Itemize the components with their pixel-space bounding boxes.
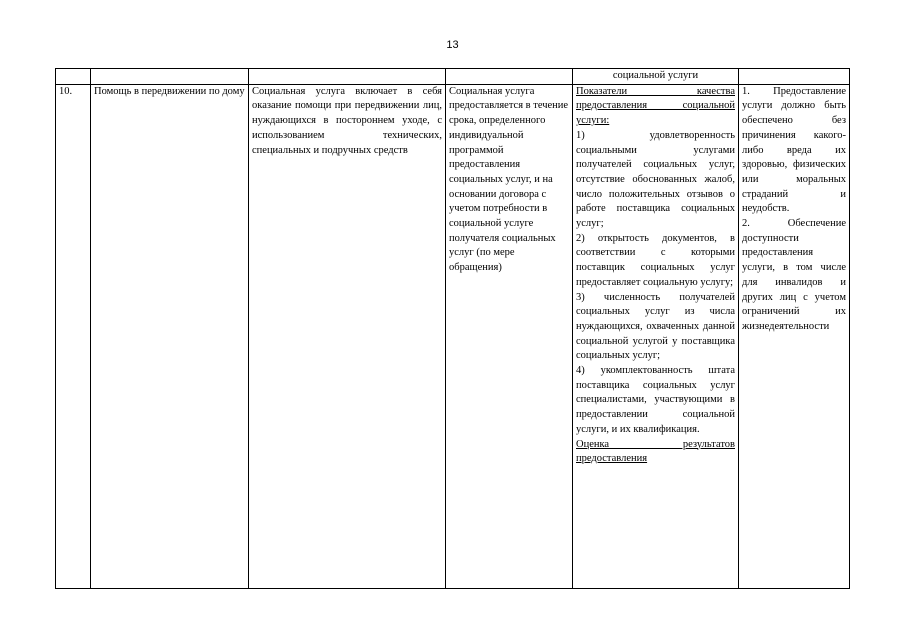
quality-item-1: 1) удовлетворенность социальными услугами получателей социальных услуг, отсутствие обоснованных жалоб, число положительных отзывов о работе поставщика социальных услуг; xyxy=(576,129,735,230)
services-table xyxy=(55,68,850,589)
quality-item-2: 2) открытость документов, в соответствии с которыми поставщик социальных услуг предоставляет социальную услугу; xyxy=(576,232,735,288)
continuation-row xyxy=(56,69,850,85)
cell-empty xyxy=(249,69,446,85)
table-row xyxy=(56,84,850,588)
quality-heading: Показатели качества предоставления социальной услуги: xyxy=(576,85,735,127)
cell-empty xyxy=(56,69,91,85)
condition-item-1: 1. Предоставление услуги должно быть обеспечено без причинения какого-либо вреда их здоровью, физических или моральных страданий и неудобств. xyxy=(742,85,846,215)
cell-empty xyxy=(739,69,850,85)
row-number-cell: 10. xyxy=(56,84,91,588)
quality-tail-cell: социальной услуги xyxy=(573,69,739,85)
service-terms-cell: Социальная услуга предоставляется в течение срока, определенного индивидуальной программой предоставления социальных услуг, и на основании договора с учетом потребности в социальной услуге получателя социальных услуг (по мере обращения) xyxy=(446,84,573,588)
quality-item-4: 4) укомплектованность штата поставщика социальных услуг специалистами, участвующими в предоставлении социальной услуги, и их квалификация. xyxy=(576,365,735,435)
quality-item-3: 3) численность получателей социальных услуг из числа нуждающихся, охваченных данной социальной услугой у поставщика социальных услуг; xyxy=(576,291,735,362)
evaluation-heading: Оценка результатов предоставления xyxy=(576,438,735,465)
page-number: 13 xyxy=(446,39,459,51)
conditions-cell xyxy=(739,84,850,588)
cell-empty xyxy=(446,69,573,85)
service-description-cell: Социальная услуга включает в себя оказание помощи при передвижении лиц, нуждающихся в постороннем уходе, с использованием технических, специальных и подручных средств xyxy=(249,84,446,588)
quality-indicators-cell xyxy=(573,84,739,588)
cell-empty xyxy=(91,69,249,85)
condition-item-2: 2. Обеспечение доступности предоставления услуги, в том числе для инвалидов и других лиц с учетом ограничений их жизнедеятельности xyxy=(742,218,846,332)
service-name-cell: Помощь в передвижении по дому xyxy=(91,84,249,588)
